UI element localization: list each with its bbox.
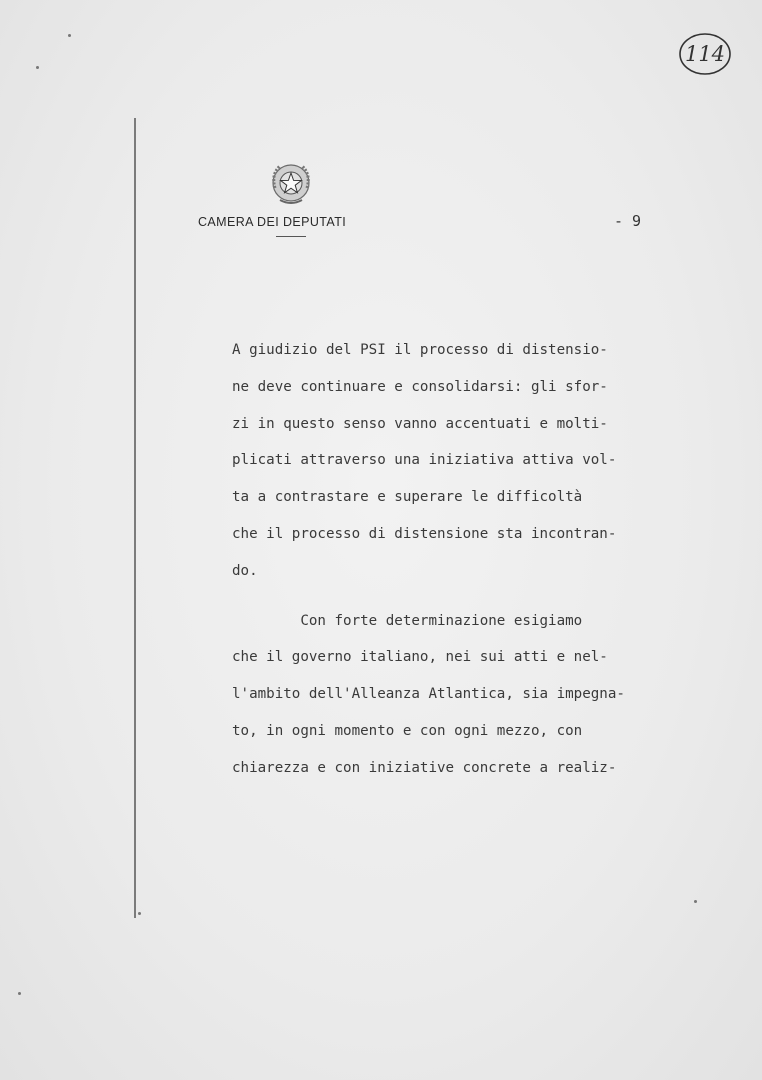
text-line: ta a contrastare e superare le difficoltà [232,489,583,506]
text-line: Con forte determinazione esigiamo [232,612,583,629]
scan-speck [68,34,71,37]
heading-underline [276,236,306,237]
scan-speck [36,66,39,69]
typewritten-body [232,332,702,787]
text-line: ne deve continuare e consolidarsi: gli sfor- [232,378,608,395]
text-line: zi in questo senso vanno accentuati e molti- [232,415,608,432]
text-line: l'ambito dell'Alleanza Atlantica, sia impegna- [232,686,625,703]
svg-text:114: 114 [684,42,726,66]
text-line: chiarezza e con iniziative concrete a realiz- [232,759,617,776]
text-line: to, in ogni momento e con ogni mezzo, con [232,722,583,739]
text-line: che il processo di distensione sta incontran- [232,525,617,542]
scan-speck [694,900,697,903]
text-line: che il governo italiano, nei sui atti e nel- [232,649,608,666]
handwritten-page-stamp [677,30,733,78]
italian-republic-emblem-icon [266,158,316,210]
scan-speck [138,912,141,915]
text-line: do. [232,562,258,579]
text-line: A giudizio del PSI il processo di distensio- [232,342,608,358]
margin-rule [134,118,136,918]
text-line: plicati attraverso una iniziativa attiva vol- [232,452,617,469]
scan-speck [18,992,21,995]
institution-heading: CAMERA DEI DEPUTATI [198,215,347,229]
page-number: - 9 [614,212,642,230]
